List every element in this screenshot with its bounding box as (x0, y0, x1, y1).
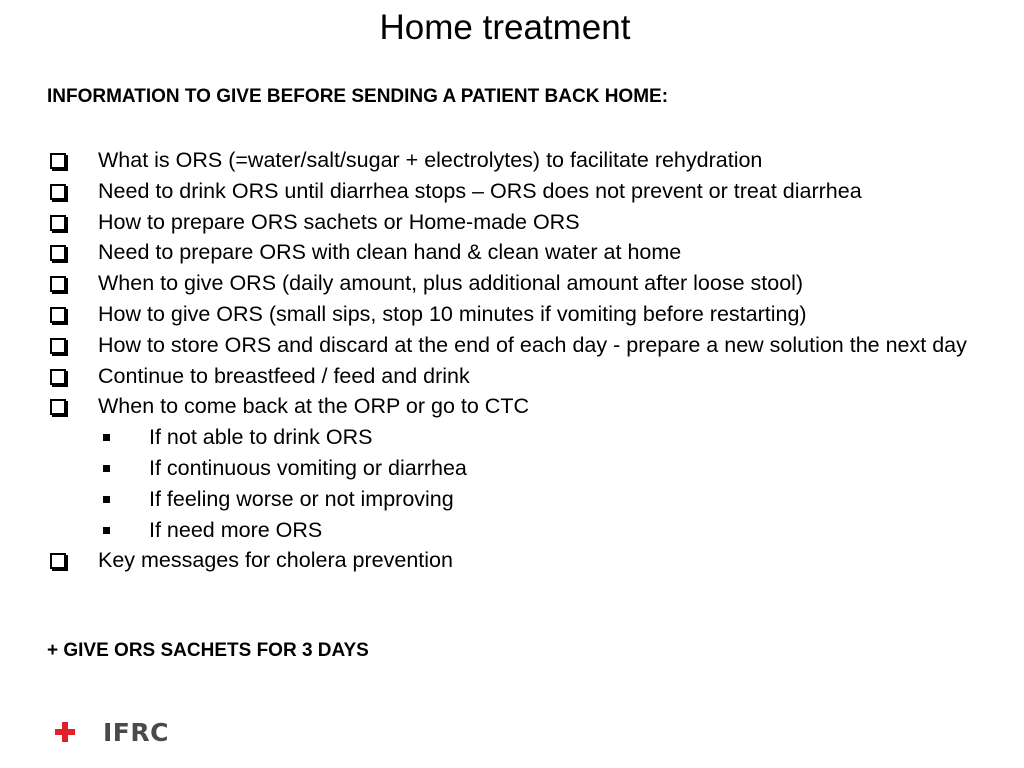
list-item-text: How to store ORS and discard at the end of each day - prepare a new solution the next day (98, 332, 967, 357)
list-item-text: Need to drink ORS until diarrhea stops – ORS does not prevent or treat diarrhea (98, 178, 862, 203)
sub-list-item-text: If feeling worse or not improving (149, 486, 454, 511)
information-list (47, 145, 997, 576)
list-item (47, 361, 997, 392)
list-item-text: What is ORS (=water/salt/sugar + electrolytes) to facilitate rehydration (98, 148, 763, 172)
checkbox-icon (50, 399, 66, 415)
square-bullet-icon (103, 527, 110, 534)
list-item-text: When to give ORS (daily amount, plus additional amount after loose stool) (98, 271, 804, 296)
checkbox-icon (50, 553, 66, 569)
list-item (47, 176, 997, 207)
sub-list-item-text: If need more ORS (149, 517, 323, 542)
sub-list-item (47, 515, 997, 546)
list-item (47, 545, 997, 576)
sub-list-item-text: If not able to drink ORS (149, 425, 373, 450)
checkbox-icon (50, 184, 66, 200)
list-item (47, 391, 997, 422)
logo-text: IFRC (103, 717, 169, 747)
page-title: Home treatment (379, 8, 631, 47)
list-item-text: How to give ORS (small sips, stop 10 minutes if vomiting before restarting) (98, 301, 807, 326)
list-item (47, 268, 997, 299)
sub-list-item (47, 422, 997, 453)
square-bullet-icon (103, 434, 110, 441)
sub-list-item (47, 484, 997, 515)
checkbox-icon (50, 276, 66, 292)
list-item (47, 145, 997, 176)
list-item-text: Continue to breastfeed / feed and drink (98, 363, 470, 388)
list-item-text: How to prepare ORS sachets or Home-made ORS (98, 209, 580, 234)
ifrc-logo (55, 716, 169, 748)
checkbox-icon (50, 369, 66, 385)
square-bullet-icon (103, 496, 110, 503)
list-item (47, 330, 997, 361)
list-item (47, 299, 997, 330)
section-heading: INFORMATION TO GIVE BEFORE SENDING A PATIENT BACK HOME: (47, 86, 669, 107)
sub-list-item-text: If continuous vomiting or diarrhea (149, 455, 467, 480)
square-bullet-icon (103, 465, 110, 472)
sub-list-item (47, 453, 997, 484)
red-cross-red-crescent-icon (55, 716, 103, 748)
list-item (47, 207, 997, 238)
footer-instruction: + GIVE ORS SACHETS FOR 3 DAYS (47, 640, 369, 661)
checkbox-icon (50, 338, 66, 354)
list-item-text: Need to prepare ORS with clean hand & clean water at home (98, 240, 682, 265)
list-item-text: Key messages for cholera prevention (98, 548, 453, 573)
checkbox-icon (50, 215, 66, 231)
checkbox-icon (50, 307, 66, 323)
list-item-text: When to come back at the ORP or go to CTC (98, 394, 529, 419)
list-item (47, 237, 997, 268)
checkbox-icon (50, 245, 66, 261)
checkbox-icon (50, 153, 66, 169)
